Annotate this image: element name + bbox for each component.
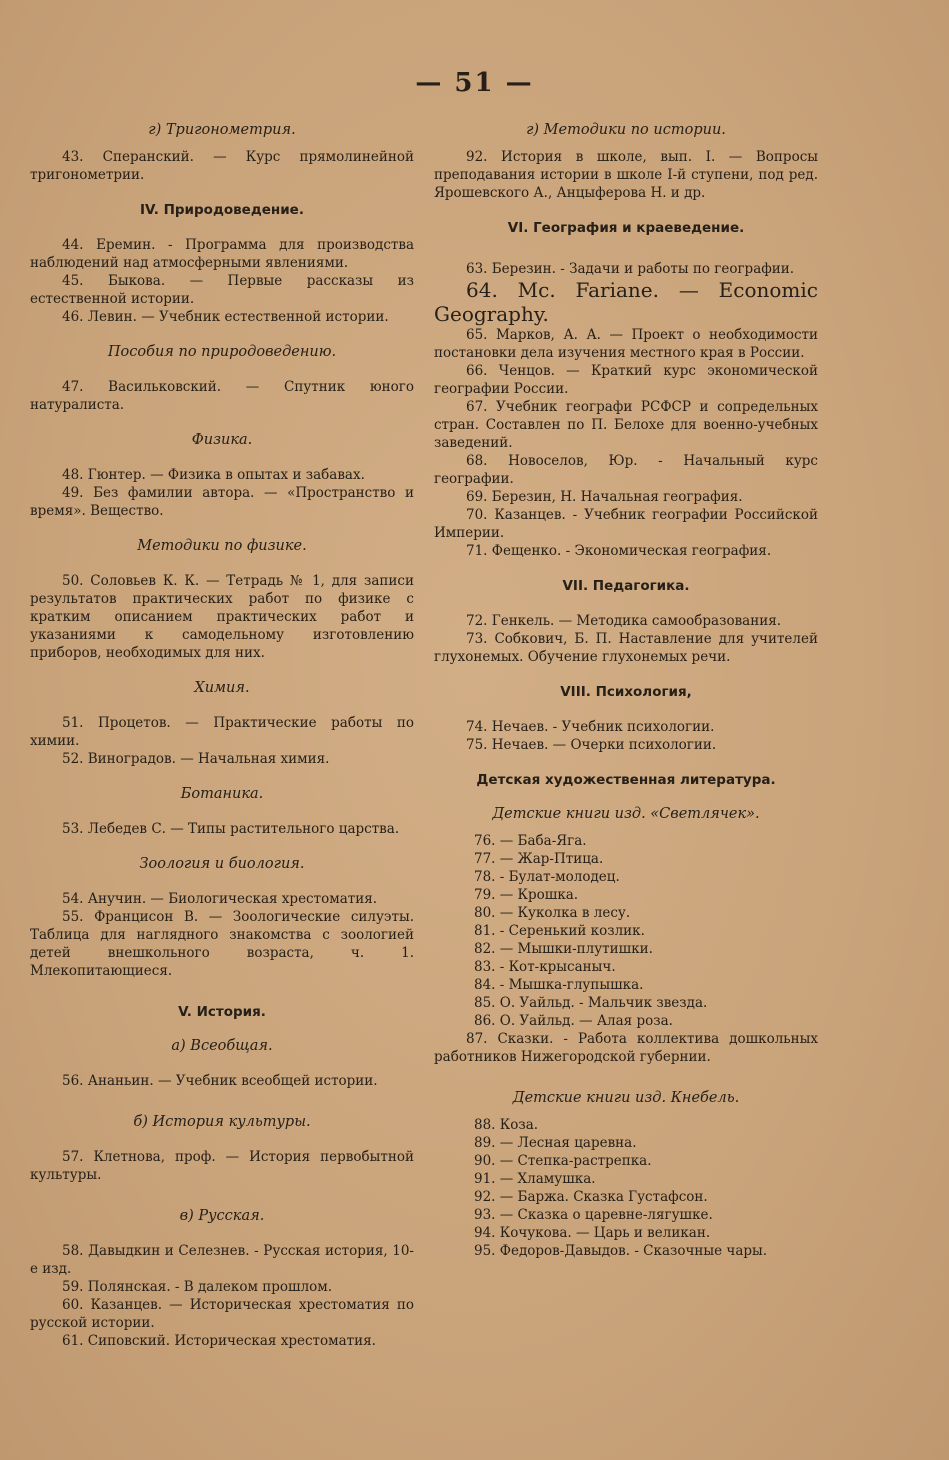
section-culture-history: б) История культуры. <box>133 1114 311 1130</box>
list-item: 82. — Мышки-плутишки. <box>474 941 653 957</box>
entry-67: 67. Учебник географи РСФСР и сопредельных стран. Составлен по П. Белохе для военно-учебных заведений. <box>434 399 818 451</box>
section-history: V. История. <box>178 1004 266 1020</box>
section-general-history: а) Всеобщая. <box>171 1038 273 1054</box>
entry-87: 87. Сказки. - Работа коллектива дошкольных работников Нижегородской губернии. <box>434 1031 818 1065</box>
list-item: 88. Коза. <box>474 1117 539 1133</box>
entry-72: 72. Генкель. — Методика самообразования. <box>466 613 782 629</box>
entry-52: 52. Виноградов. — Начальная химия. <box>62 751 330 767</box>
list-item: 84. - Мышка-глупышка. <box>474 977 644 993</box>
entry-47: 47. Васильковский. — Спутник юного натуралиста. <box>30 379 414 413</box>
right-column <box>434 122 818 1260</box>
section-chemistry: Химия. <box>194 680 250 696</box>
entry-60: 60. Казанцев. — Историческая хрестоматия по русской истории. <box>30 1297 414 1331</box>
entry-66: 66. Ченцов. — Краткий курс экономической географии России. <box>434 363 818 397</box>
entry-53: 53. Лебедев С. — Типы растительного царства. <box>62 821 400 837</box>
entry-43: 43. Сперанский. — Курс прямолинейной тригонометрии. <box>30 149 414 183</box>
entry-92-history-school: 92. История в школе, вып. I. — Вопросы преподавания истории в школе I-й ступени, под ред. Ярошевского А., Анцыферова Н. и др. <box>434 149 818 201</box>
list-item: 95. Федоров-Давыдов. - Сказочные чары. <box>474 1243 768 1259</box>
entry-56: 56. Ананьин. — Учебник всеобщей истории. <box>62 1073 378 1089</box>
entry-63: 63. Березин. - Задачи и работы по географии. <box>466 261 795 277</box>
section-pedagogy: VII. Педагогика. <box>562 578 690 594</box>
list-item: 77. — Жар-Птица. <box>474 851 604 867</box>
list-item: 90. — Степка-растрепка. <box>474 1153 652 1169</box>
entry-69: 69. Березин, Н. Начальная география. <box>466 489 743 505</box>
list-item: 76. — Баба-Яга. <box>474 833 587 849</box>
list-item: 89. — Лесная царевна. <box>474 1135 637 1151</box>
section-russian-history: в) Русская. <box>179 1208 265 1224</box>
entry-71: 71. Фещенко. - Экономическая география. <box>466 543 772 559</box>
entry-55: 55. Францисон В. — Зоологические силуэты. Таблица для наглядного знакомства с зоологией детей внешкольного возраста, ч. 1. Млекопитающиеся. <box>30 909 414 979</box>
section-nature-aids: Пособия по природоведению. <box>107 344 337 360</box>
list-item: 91. — Хламушка. <box>474 1171 596 1187</box>
entry-49: 49. Без фамилии автора. — «Пространство и время». Вещество. <box>30 485 414 519</box>
entry-64: 64. Mc. Fariane. — Economic Geography. <box>434 278 818 326</box>
list-item: 81. - Серенький козлик. <box>474 923 645 939</box>
entry-73: 73. Собкович, Б. П. Наставление для учителей глухонемых. Обучение глухонемых речи. <box>434 631 818 665</box>
entry-65: 65. Марков, А. А. — Проект о необходимости постановки дела изучения местного края в России. <box>434 327 818 361</box>
entry-61: 61. Сиповский. Историческая хрестоматия. <box>62 1333 376 1349</box>
entry-48: 48. Гюнтер. — Физика в опытах и забавах. <box>62 467 365 483</box>
page-number: — 51 — <box>415 68 534 98</box>
list-item: 94. Кочукова. — Царь и великан. <box>474 1225 711 1241</box>
entry-70: 70. Казанцев. - Учебник географии Российской Империи. <box>434 507 818 541</box>
entry-54: 54. Анучин. — Биологическая хрестоматия. <box>62 891 378 907</box>
entry-59: 59. Полянская. - В далеком прошлом. <box>62 1279 333 1295</box>
section-nature-study: IV. Природоведение. <box>140 202 304 218</box>
list-item: 92. — Баржа. Сказка Густафсон. <box>474 1189 708 1205</box>
list-item: 83. - Кот-крысаныч. <box>474 959 616 975</box>
entry-51: 51. Процетов. — Практические работы по химии. <box>30 715 414 749</box>
list-item: 86. О. Уайльд. — Алая роза. <box>474 1013 673 1029</box>
section-knebel: Детские книги изд. Кнебель. <box>512 1090 740 1106</box>
entry-44: 44. Еремин. - Программа для производства наблюдений над атмосферными явлениями. <box>30 237 414 271</box>
entry-58: 58. Давыдкин и Селезнев. - Русская история, 10-е изд. <box>30 1243 414 1277</box>
list-item: 79. — Крошка. <box>474 887 579 903</box>
section-children-literature: Детская художественная литература. <box>476 772 776 788</box>
section-geography: VI. География и краеведение. <box>507 220 745 236</box>
entry-46: 46. Левин. — Учебник естественной истории. <box>62 309 389 325</box>
section-physics-methods: Методики по физике. <box>137 538 307 554</box>
list-item: 78. - Булат-молодец. <box>474 869 620 885</box>
section-trigonometry: г) Тригонометрия. <box>148 122 296 138</box>
list-item: 80. — Куколка в лесу. <box>474 905 631 921</box>
list-knebel <box>434 1116 818 1260</box>
entry-57: 57. Клетнова, проф. — История первобытной культуры. <box>30 1149 414 1183</box>
list-svetlyachek <box>434 832 818 1030</box>
section-physics: Физика. <box>191 432 253 448</box>
section-botany: Ботаника. <box>180 786 264 802</box>
left-column <box>30 122 414 1350</box>
list-item: 93. — Сказка о царевне-лягушке. <box>474 1207 713 1223</box>
section-zoology: Зоология и биология. <box>139 856 305 872</box>
entry-68: 68. Новоселов, Юр. - Начальный курс географии. <box>434 453 818 487</box>
entry-50: 50. Соловьев К. К. — Тетрадь № 1, для записи результатов практических работ по физике с кратким описанием практических работ и указаниями к самодельному изготовлению приборов, необходимых для них. <box>30 573 414 661</box>
entry-75: 75. Нечаев. — Очерки психологии. <box>466 737 717 753</box>
section-history-methods: г) Методики по истории. <box>526 122 726 138</box>
list-item: 85. О. Уайльд. - Мальчик звезда. <box>474 995 708 1011</box>
entry-45: 45. Быкова. — Первые рассказы из естественной истории. <box>30 273 414 307</box>
section-psychology: VIII. Психология, <box>560 684 692 700</box>
section-svetlyachek: Детские книги изд. «Светлячек». <box>492 806 760 822</box>
entry-74: 74. Нечаев. - Учебник психологии. <box>466 719 715 735</box>
